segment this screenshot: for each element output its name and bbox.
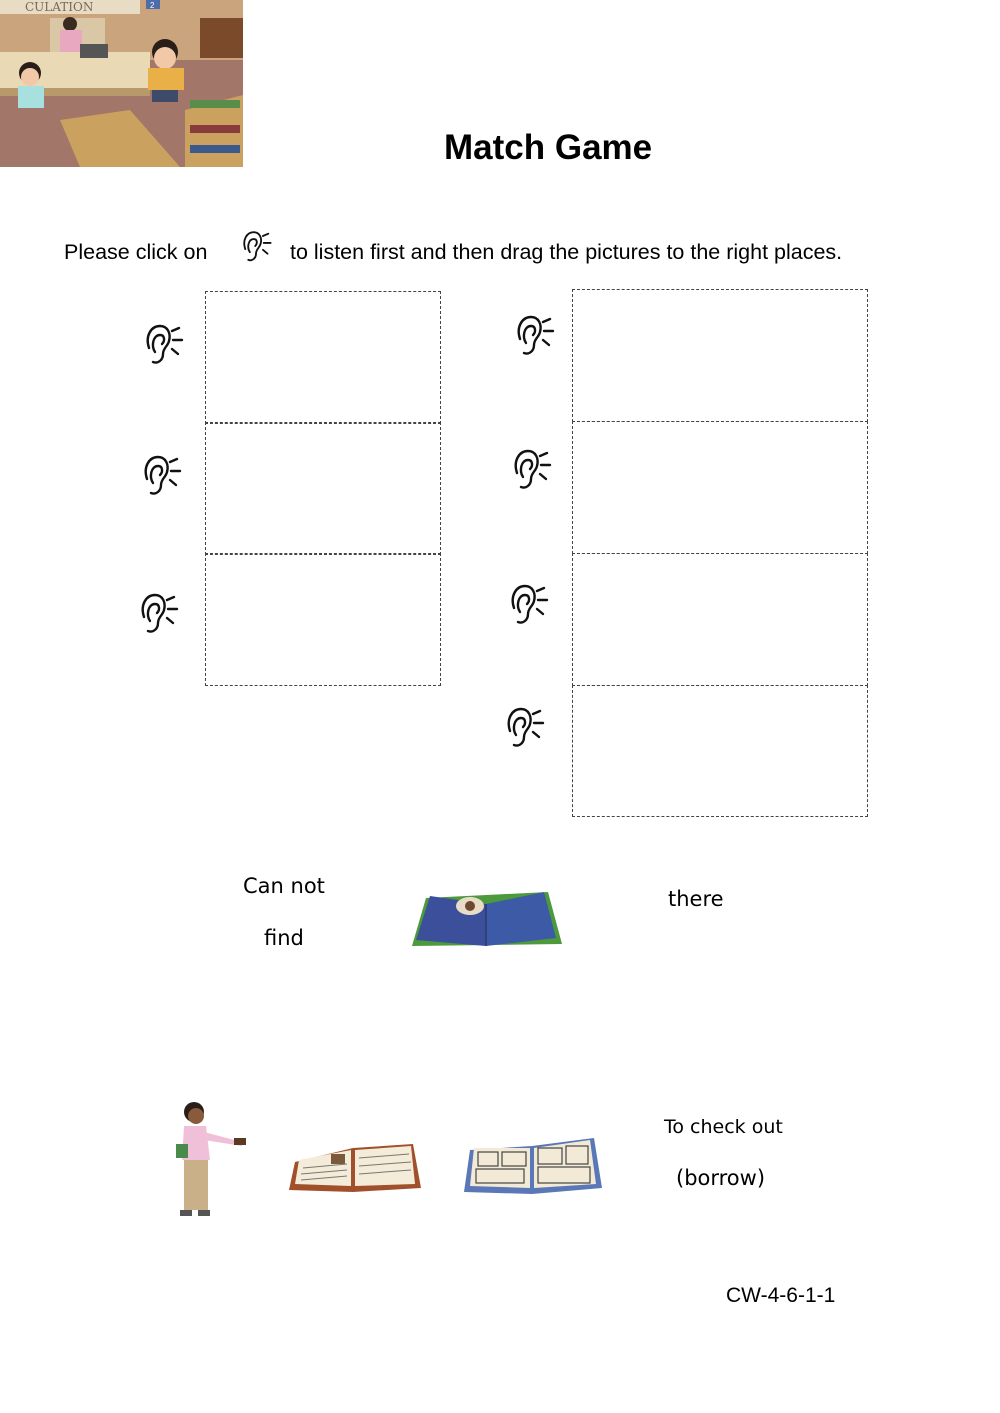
drop-zone[interactable] bbox=[205, 553, 441, 686]
card-open-book-comic[interactable] bbox=[462, 1134, 604, 1198]
ear-icon bbox=[237, 226, 275, 266]
card-can-not[interactable]: Can not bbox=[243, 874, 325, 898]
card-borrow[interactable]: (borrow) bbox=[676, 1166, 766, 1190]
drop-zone[interactable] bbox=[572, 421, 868, 554]
page-title: Match Game bbox=[444, 128, 653, 167]
drop-zone[interactable] bbox=[572, 289, 868, 422]
drop-zone[interactable] bbox=[205, 291, 441, 424]
card-to-check-out[interactable]: To check out bbox=[664, 1116, 783, 1138]
ear-icon[interactable] bbox=[512, 309, 556, 361]
drop-zone[interactable] bbox=[572, 553, 868, 686]
circulation-sign: CULATION bbox=[25, 0, 94, 14]
ear-icon[interactable] bbox=[502, 701, 546, 753]
card-open-book-storybook[interactable] bbox=[287, 1140, 422, 1196]
card-open-book-blue[interactable] bbox=[408, 888, 566, 952]
sign-number: 2 bbox=[150, 1, 155, 10]
ear-icon[interactable] bbox=[139, 449, 183, 501]
card-find[interactable]: find bbox=[264, 926, 304, 950]
worksheet-code: CW-4-6-1-1 bbox=[726, 1284, 836, 1307]
ear-icon[interactable] bbox=[136, 587, 180, 639]
card-there[interactable]: there bbox=[668, 887, 724, 911]
ear-icon[interactable] bbox=[506, 578, 550, 630]
card-librarian-pointing[interactable] bbox=[160, 1100, 250, 1220]
ear-icon[interactable] bbox=[141, 318, 185, 370]
instruction-text-start: Please click on bbox=[64, 240, 208, 264]
drop-zone[interactable] bbox=[205, 422, 441, 555]
instruction-text-end: to listen first and then drag the pictures to the right places. bbox=[290, 240, 843, 264]
library-illustration bbox=[0, 0, 243, 167]
ear-icon[interactable] bbox=[509, 443, 553, 495]
drop-zone[interactable] bbox=[572, 685, 868, 817]
